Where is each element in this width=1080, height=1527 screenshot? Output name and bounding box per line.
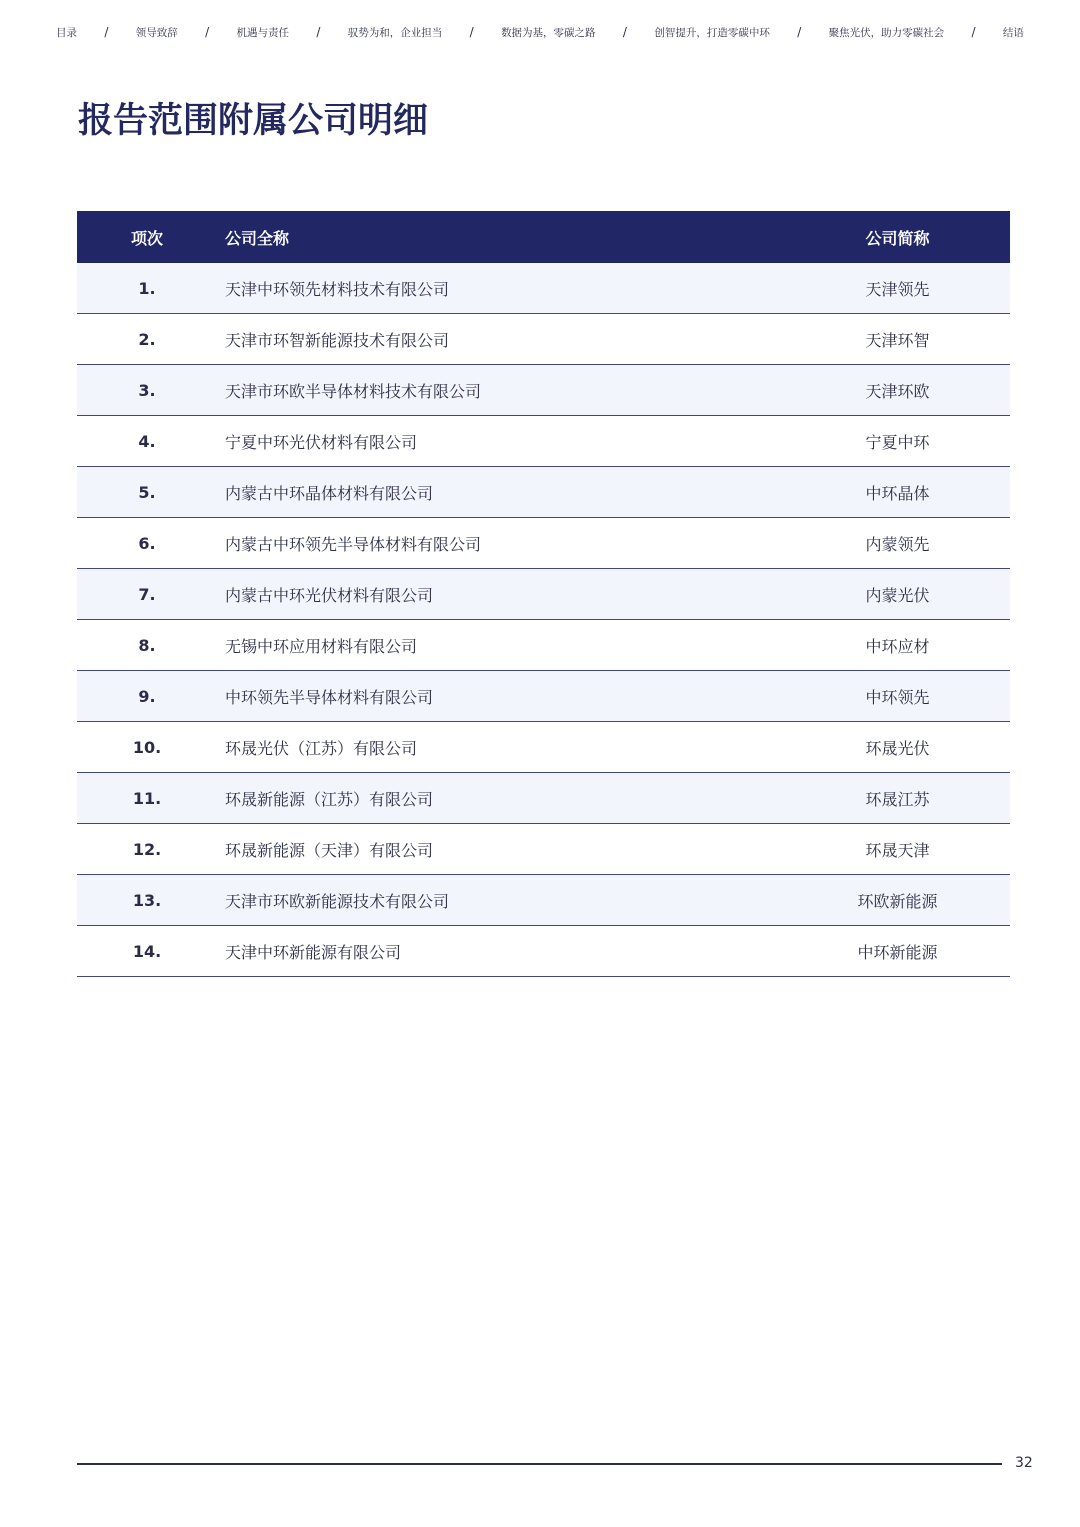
table-row bbox=[77, 671, 1010, 722]
row-short-name: 内蒙领先 bbox=[785, 518, 1010, 569]
row-index: 6. bbox=[77, 518, 217, 569]
nav-separator: / bbox=[971, 25, 976, 39]
nav-item-conclusion[interactable]: 结语 bbox=[1002, 26, 1024, 39]
header-short-name: 公司简称 bbox=[865, 228, 930, 248]
table-header-row bbox=[77, 211, 1010, 263]
row-full-name: 宁夏中环光伏材料有限公司 bbox=[217, 416, 785, 467]
nav-item-contents[interactable]: 目录 bbox=[56, 26, 77, 39]
top-navigation bbox=[56, 22, 1024, 42]
header-index: 项次 bbox=[130, 228, 163, 248]
row-short-name: 天津环欧 bbox=[785, 365, 1010, 416]
row-short-name: 环晟光伏 bbox=[785, 722, 1010, 773]
table-row bbox=[77, 467, 1010, 518]
row-short-name: 天津环智 bbox=[785, 314, 1010, 365]
nav-separator: / bbox=[797, 25, 802, 39]
company-table bbox=[77, 211, 1010, 977]
table-row bbox=[77, 620, 1010, 671]
page-number: 32 bbox=[1015, 1455, 1033, 1471]
row-short-name: 环晟江苏 bbox=[785, 773, 1010, 824]
row-full-name: 天津中环新能源有限公司 bbox=[217, 926, 785, 977]
nav-separator: / bbox=[622, 25, 627, 39]
row-index: 11. bbox=[77, 773, 217, 824]
row-index: 8. bbox=[77, 620, 217, 671]
nav-separator: / bbox=[205, 25, 210, 39]
row-full-name: 天津市环智新能源技术有限公司 bbox=[217, 314, 785, 365]
table-row bbox=[77, 518, 1010, 569]
table-row bbox=[77, 314, 1010, 365]
row-index: 1. bbox=[77, 263, 217, 314]
row-index: 9. bbox=[77, 671, 217, 722]
row-full-name: 环晟新能源（江苏）有限公司 bbox=[217, 773, 785, 824]
row-full-name: 天津市环欧半导体材料技术有限公司 bbox=[217, 365, 785, 416]
company-table-container bbox=[77, 211, 1002, 977]
table-body bbox=[77, 263, 1010, 977]
nav-item-corporate-commitment[interactable]: 驭势为和，企业担当 bbox=[347, 26, 443, 39]
row-short-name: 中环新能源 bbox=[785, 926, 1010, 977]
row-short-name: 中环应材 bbox=[785, 620, 1010, 671]
nav-item-zero-carbon-zhonghuan[interactable]: 创智提升，打造零碳中环 bbox=[654, 26, 770, 39]
table-row bbox=[77, 824, 1010, 875]
row-index: 14. bbox=[77, 926, 217, 977]
row-index: 3. bbox=[77, 365, 217, 416]
page-title: 报告范围附属公司明细 bbox=[78, 101, 429, 141]
row-full-name: 内蒙古中环光伏材料有限公司 bbox=[217, 569, 785, 620]
row-short-name: 中环晶体 bbox=[785, 467, 1010, 518]
row-index: 4. bbox=[77, 416, 217, 467]
row-full-name: 中环领先半导体材料有限公司 bbox=[217, 671, 785, 722]
table-row bbox=[77, 416, 1010, 467]
footer-divider bbox=[77, 1463, 1002, 1465]
table-row bbox=[77, 773, 1010, 824]
table-row bbox=[77, 569, 1010, 620]
row-full-name: 天津市环欧新能源技术有限公司 bbox=[217, 875, 785, 926]
row-full-name: 天津中环领先材料技术有限公司 bbox=[217, 263, 785, 314]
nav-separator: / bbox=[316, 25, 321, 39]
row-short-name: 宁夏中环 bbox=[785, 416, 1010, 467]
row-index: 13. bbox=[77, 875, 217, 926]
header-full-name: 公司全称 bbox=[225, 228, 290, 248]
row-full-name: 环晟光伏（江苏）有限公司 bbox=[217, 722, 785, 773]
row-full-name: 环晟新能源（天津）有限公司 bbox=[217, 824, 785, 875]
table-row bbox=[77, 875, 1010, 926]
row-index: 7. bbox=[77, 569, 217, 620]
row-short-name: 天津领先 bbox=[785, 263, 1010, 314]
nav-item-zero-carbon-path[interactable]: 数据为基，零碳之路 bbox=[501, 26, 596, 39]
row-short-name: 环晟天津 bbox=[785, 824, 1010, 875]
nav-item-zero-carbon-society[interactable]: 聚焦光伏，助力零碳社会 bbox=[828, 26, 945, 39]
table-row bbox=[77, 722, 1010, 773]
row-index: 2. bbox=[77, 314, 217, 365]
row-full-name: 内蒙古中环晶体材料有限公司 bbox=[217, 467, 785, 518]
row-short-name: 内蒙光伏 bbox=[785, 569, 1010, 620]
nav-item-opportunity-responsibility[interactable]: 机遇与责任 bbox=[236, 26, 290, 39]
row-short-name: 环欧新能源 bbox=[785, 875, 1010, 926]
row-full-name: 内蒙古中环领先半导体材料有限公司 bbox=[217, 518, 785, 569]
nav-separator: / bbox=[469, 25, 474, 39]
row-full-name: 无锡中环应用材料有限公司 bbox=[217, 620, 785, 671]
table-row bbox=[77, 926, 1010, 977]
row-short-name: 中环领先 bbox=[785, 671, 1010, 722]
nav-separator: / bbox=[104, 25, 109, 39]
row-index: 5. bbox=[77, 467, 217, 518]
row-index: 12. bbox=[77, 824, 217, 875]
table-row bbox=[77, 365, 1010, 416]
row-index: 10. bbox=[77, 722, 217, 773]
table-row bbox=[77, 263, 1010, 314]
nav-item-leadership-message[interactable]: 领导致辞 bbox=[135, 26, 178, 39]
